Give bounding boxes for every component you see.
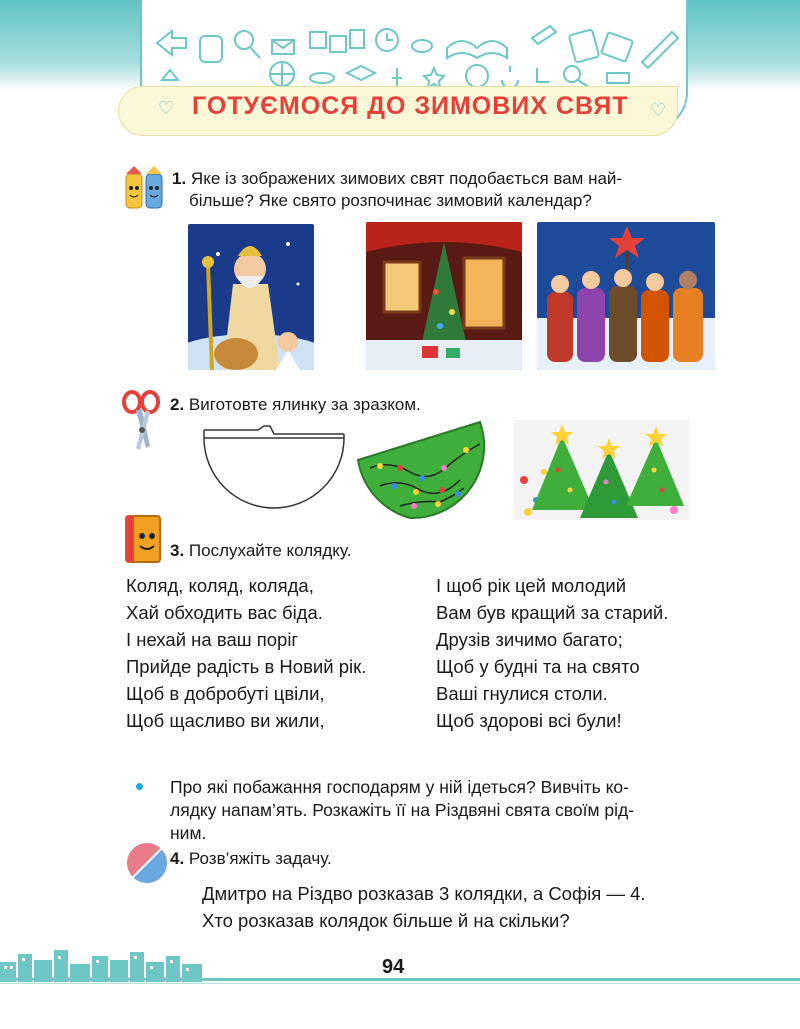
bullet-point-icon: [136, 783, 143, 790]
footer-divider: [0, 983, 800, 984]
decorated-semicircle-image: [350, 420, 496, 520]
bullet-question: [170, 776, 730, 845]
poem-line: І щоб рік цей молодий: [436, 575, 627, 596]
heart-icon: ♡: [158, 98, 175, 118]
poem-line: Щоб в добробуті цвіли,: [126, 683, 325, 704]
task-text-line: Яке із зображених зимових свят подобається вам най-: [190, 169, 623, 188]
word-problem: [202, 880, 742, 934]
task-number: 2.: [170, 395, 185, 414]
carolers-image: [537, 222, 715, 370]
bullet-line: ним.: [170, 823, 207, 843]
poem-line: Коляд, коляд, коляда,: [126, 575, 314, 596]
poem-left-column: [126, 572, 366, 734]
poem-line: Прийде радість в Новий рік.: [126, 656, 367, 677]
pencils-icon: [122, 166, 170, 214]
poem-line: Щоб щасливо ви жили,: [126, 710, 325, 731]
task-number: 1.: [172, 169, 187, 188]
task-4: [170, 848, 332, 870]
page-number: 94: [382, 956, 405, 978]
poem-line: Щоб здорові всі були!: [436, 710, 622, 731]
task-number: 4.: [170, 849, 185, 868]
eraser-icon: [124, 840, 170, 886]
task-3: [170, 540, 351, 562]
christmas-house-image: [366, 222, 522, 370]
semicircle-template-image: [198, 424, 348, 518]
poem-right-column: [436, 572, 668, 734]
problem-line: Хто розказав колядок більше й на скільки?: [202, 910, 570, 931]
poem-line: І нехай на ваш поріг: [126, 629, 299, 650]
task-1: [172, 168, 622, 212]
task-2: [170, 394, 421, 416]
city-skyline-icon: [0, 948, 205, 982]
task-text-line: більше? Яке свято розпочинає зимовий календар?: [189, 191, 592, 210]
poem-line: Хай обходить вас біда.: [126, 602, 323, 623]
book-icon: [122, 512, 166, 566]
page-title: ГОТУЄМОСЯ ДО ЗИМОВИХ СВЯТ: [192, 92, 629, 120]
heart-icon: ♡: [650, 100, 667, 120]
poem-line: Щоб у будні та на свято: [436, 656, 640, 677]
paper-christmas-trees-image: [514, 420, 689, 520]
bullet-line: Про які побажання господарям у ній ідеться? Вивчіть ко-: [170, 777, 629, 797]
bullet-line: лядку напам’ять. Розкажіть її на Різдвяні свята своїм рід-: [170, 800, 635, 820]
scissors-icon: [122, 390, 162, 452]
task-number: 3.: [170, 541, 185, 560]
poem-line: Ваші гнулися столи.: [436, 683, 608, 704]
problem-line: Дмитро на Різдво розказав 3 колядки, а Софія — 4.: [202, 883, 646, 904]
poem-line: Вам був кращий за старий.: [436, 602, 669, 623]
task-text: Виготовте ялинку за зразком.: [188, 395, 421, 414]
school-doodles-icon: [152, 18, 682, 90]
task-text: Послухайте колядку.: [188, 541, 352, 560]
task-text: Розв’яжіть задачу.: [188, 849, 332, 868]
st-nicholas-image: [188, 224, 314, 370]
poem-line: Друзів зичимо багато;: [436, 629, 623, 650]
